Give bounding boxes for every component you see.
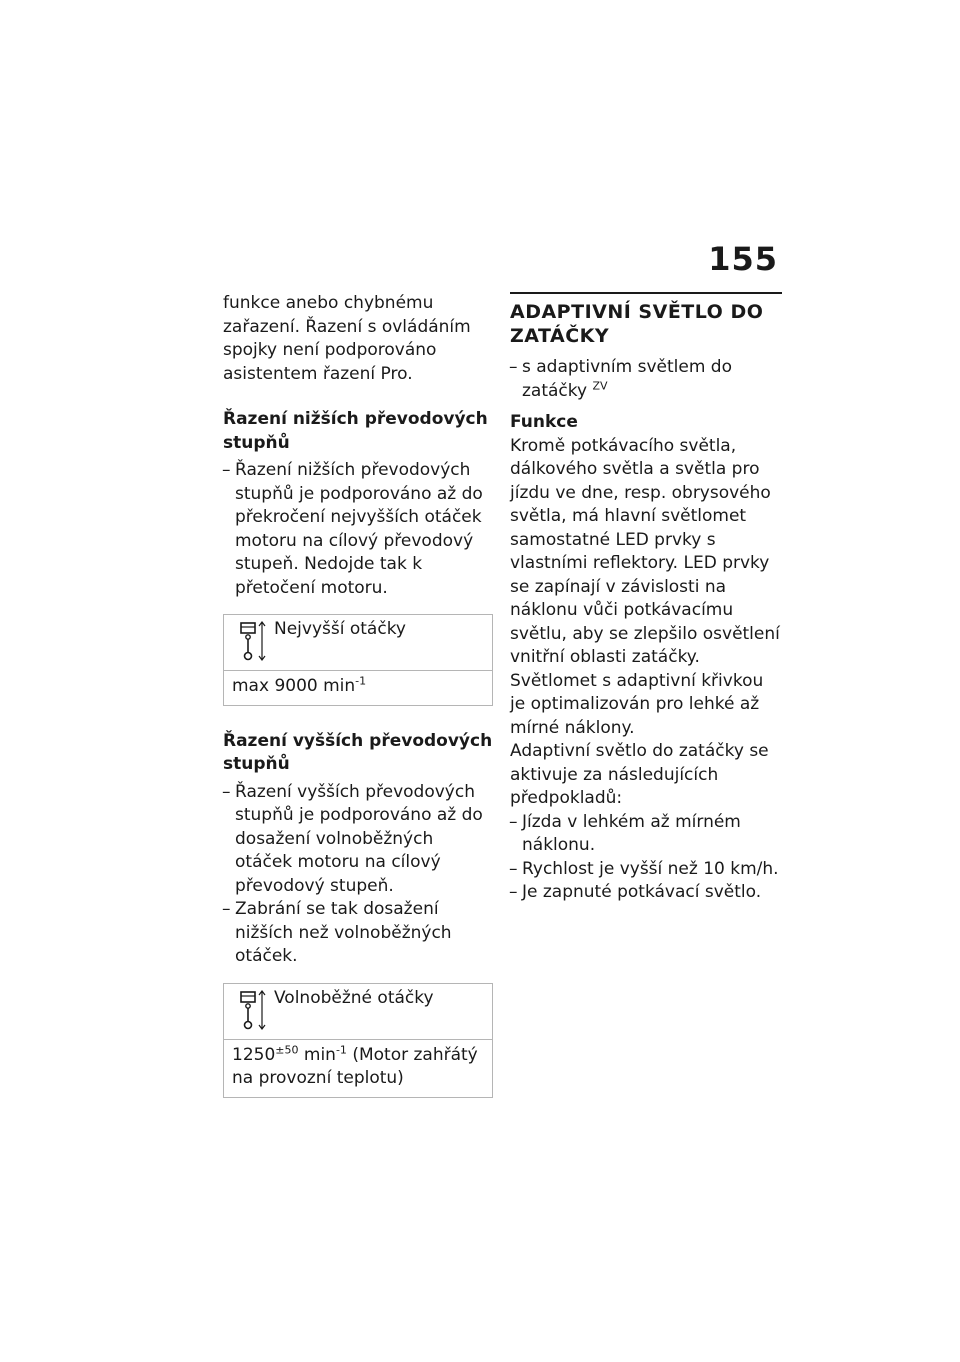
engine-piston-icon <box>236 988 268 1034</box>
spec-box-idle-rpm <box>223 983 493 1098</box>
function-paragraph: Kromě potkávacího světla, dálkového světla a světla pro jízdu ve dne, resp. obrysového světla, má hlavní světlomet samostatné LED prvky s vlastními reflektory. LED prvky se zapínají v závislosti na náklonu vůči potkávacímu světlu, aby se zlepšilo osvětlení vnitřní oblasti zatáčky. Světlomet s adaptivní křivkou je optimalizován pro lehké až mírné náklony. <box>510 435 780 738</box>
subheading-function: Funkce <box>510 412 578 432</box>
spec-label: Volnoběžné otáčky <box>274 987 434 1008</box>
list-item: – Rychlost je vyšší než 10 km/h. <box>510 858 782 882</box>
section-heading-upshift: Řazení vyšších převodových stupňů <box>223 730 493 774</box>
section-heading-downshift: Řazení nižších převodových stupňů <box>223 409 488 453</box>
spec-value: max 9000 $\min^{-1}$ <box>232 674 367 696</box>
section-heading-adaptive-light: ADAPTIVNÍ SVĚTLO DO ZATÁČKY <box>510 292 782 348</box>
activation-paragraph: Adaptivní světlo do zatáčky se aktivuje za následujících předpokladů: <box>510 741 769 808</box>
list-item: – Řazení nižších převodových stupňů je podporováno až do překročení nejvyšších otáček motoru na cílový převodový stupeň. Nedojde tak k přetočení motoru. <box>223 459 493 600</box>
spec-header <box>224 615 492 671</box>
equipment-list <box>510 356 782 403</box>
spec-value: $1250^{\pm 50}$ $\min^{-1}$ (Motor zahřátý na provozní teplotu) <box>232 1042 478 1088</box>
list-item: – Je zapnuté potkávací světlo. <box>510 881 782 905</box>
conditions-list <box>510 811 782 905</box>
list-item: – Řazení vyšších převodových stupňů je podporováno až do dosažení volnoběžných otáček motoru na cílový převodový stupeň. <box>223 781 493 899</box>
downshift-list <box>223 459 493 600</box>
list-item: – s adaptivním světlem do zatáčky $^{ZV}$ <box>510 356 782 403</box>
spec-label: Nejvyšší otáčky <box>274 619 406 639</box>
left-column <box>223 292 493 1122</box>
right-column <box>510 292 782 905</box>
upshift-list <box>223 781 493 969</box>
page-number: 155 <box>708 240 778 278</box>
list-item: – Jízda v lehkém až mírném náklonu. <box>510 811 782 858</box>
spec-box-max-rpm <box>223 614 493 706</box>
optional-equipment-marker: ZV <box>592 378 608 392</box>
engine-piston-icon <box>236 619 268 665</box>
intro-paragraph: funkce anebo chybnému zařazení. Řazení s ovládáním spojky není podporováno asistentem řazení Pro. <box>223 293 471 384</box>
list-item: – Zabrání se tak dosažení nižších než volnoběžných otáček. <box>223 898 493 969</box>
spec-header <box>224 984 492 1040</box>
